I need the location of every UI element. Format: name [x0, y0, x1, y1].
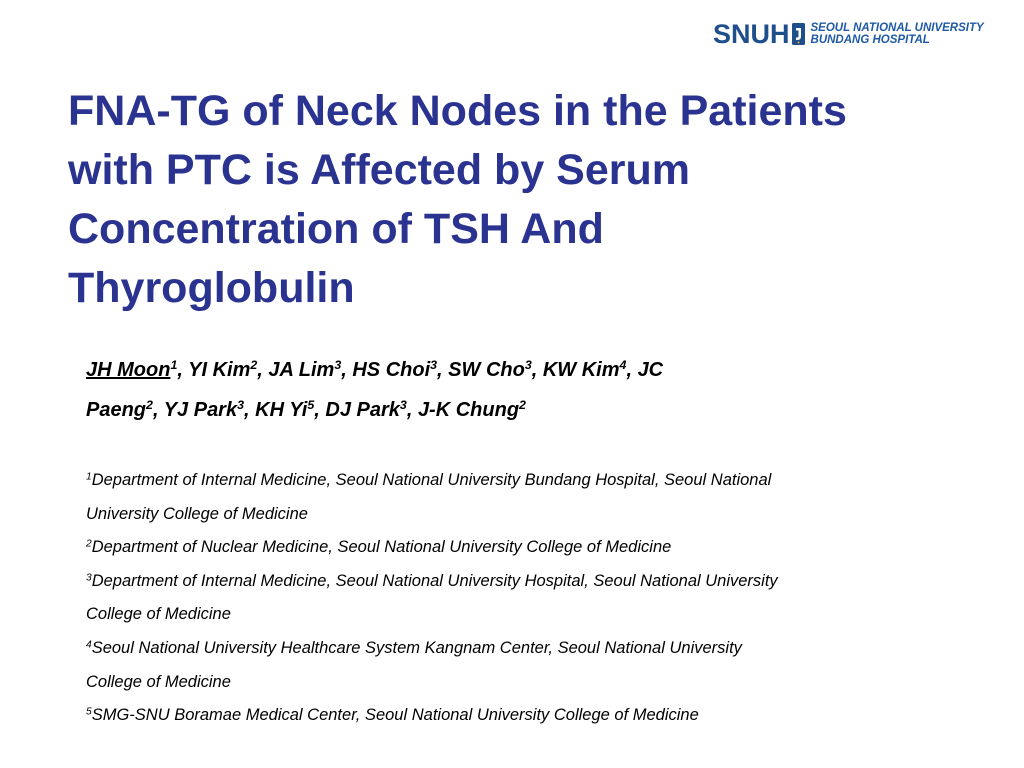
author-affiliation-mark: 3 — [399, 398, 407, 413]
author-separator: , — [531, 359, 543, 381]
affiliation-number: 3 — [86, 572, 92, 584]
title-line-2: with PTC is Affected by Serum — [68, 146, 691, 194]
affiliation-1 — [86, 464, 986, 498]
author-separator: , — [626, 359, 638, 381]
slide-title — [68, 82, 988, 318]
logo-name-line1: SEOUL NATIONAL UNIVERSITY — [810, 22, 984, 34]
author-affiliation-mark: 2 — [250, 358, 258, 373]
author-name: KW Kim — [542, 359, 620, 381]
author-list — [86, 350, 966, 430]
title-line-4: Thyroglobulin — [68, 264, 355, 312]
affiliation-number: 1 — [86, 471, 92, 483]
affiliation-text: SMG-SNU Boramae Medical Center, Seoul National University College of Medicine — [91, 706, 699, 725]
author-separator: , — [341, 359, 353, 381]
author-name: Paeng — [86, 399, 147, 421]
author-separator: , — [314, 399, 326, 421]
author-affiliation-mark: 3 — [430, 358, 438, 373]
hospital-logo — [713, 17, 984, 51]
title-line-3: Concentration of TSH And — [68, 205, 604, 253]
affiliation-text: Department of Internal Medicine, Seoul National University Hospital, Seoul National University — [91, 571, 778, 590]
author-name: YJ Park — [163, 399, 238, 421]
author-name: HS Choi — [352, 359, 431, 381]
author-separator: , — [406, 399, 418, 421]
affiliation-3 — [86, 565, 986, 599]
affiliation-4 — [86, 632, 986, 666]
author-separator: , — [177, 359, 189, 381]
author-separator: , — [257, 359, 269, 381]
author-affiliation-mark: 2 — [519, 398, 526, 413]
author-name: YI Kim — [188, 359, 251, 381]
affiliation-1-continued: University College of Medicine — [86, 504, 308, 523]
author-name: J-K Chung — [417, 399, 520, 421]
logo-emblem-icon — [792, 21, 805, 47]
author-separator: , — [244, 399, 256, 421]
author-affiliation-mark: 3 — [524, 358, 532, 373]
affiliation-list — [86, 464, 986, 733]
affiliation-text: Seoul National University Healthcare System Kangnam Center, Seoul National University — [91, 638, 742, 657]
author-name: JA Lim — [268, 359, 335, 381]
author-line-1 — [86, 350, 966, 390]
author-affiliation-mark: 3 — [334, 358, 342, 373]
affiliation-2 — [86, 531, 986, 565]
author-separator: , — [437, 359, 449, 381]
author-affiliation-mark: 4 — [619, 358, 627, 373]
affiliation-3-continued: College of Medicine — [86, 605, 231, 624]
logo-abbreviation: SNUH — [713, 18, 790, 49]
author-name: SW Cho — [448, 359, 525, 381]
title-line-1: FNA-TG of Neck Nodes in the Patients — [68, 87, 847, 135]
author-name: DJ Park — [325, 399, 400, 421]
affiliation-text: Department of Nuclear Medicine, Seoul National University College of Medicine — [91, 538, 672, 557]
author-name: JH Moon — [86, 359, 171, 381]
author-affiliation-mark: 1 — [170, 358, 178, 373]
logo-name-line2: BUNDANG HOSPITAL — [810, 34, 930, 46]
affiliation-number: 5 — [86, 706, 92, 718]
affiliation-4-continued: College of Medicine — [86, 672, 231, 691]
affiliation-5 — [86, 699, 986, 733]
author-name: KH Yi — [255, 399, 308, 421]
author-line-2 — [86, 390, 966, 430]
affiliation-number: 2 — [86, 538, 92, 550]
author-affiliation-mark: 2 — [146, 398, 153, 413]
author-name: JC — [637, 359, 664, 381]
author-separator: , — [152, 399, 164, 421]
affiliation-number: 4 — [86, 639, 92, 651]
affiliation-text: Department of Internal Medicine, Seoul National University Bundang Hospital, Seoul National — [91, 471, 772, 489]
logo-hospital-name — [811, 22, 984, 46]
author-affiliation-mark: 3 — [237, 398, 244, 413]
author-affiliation-mark: 5 — [307, 398, 315, 413]
